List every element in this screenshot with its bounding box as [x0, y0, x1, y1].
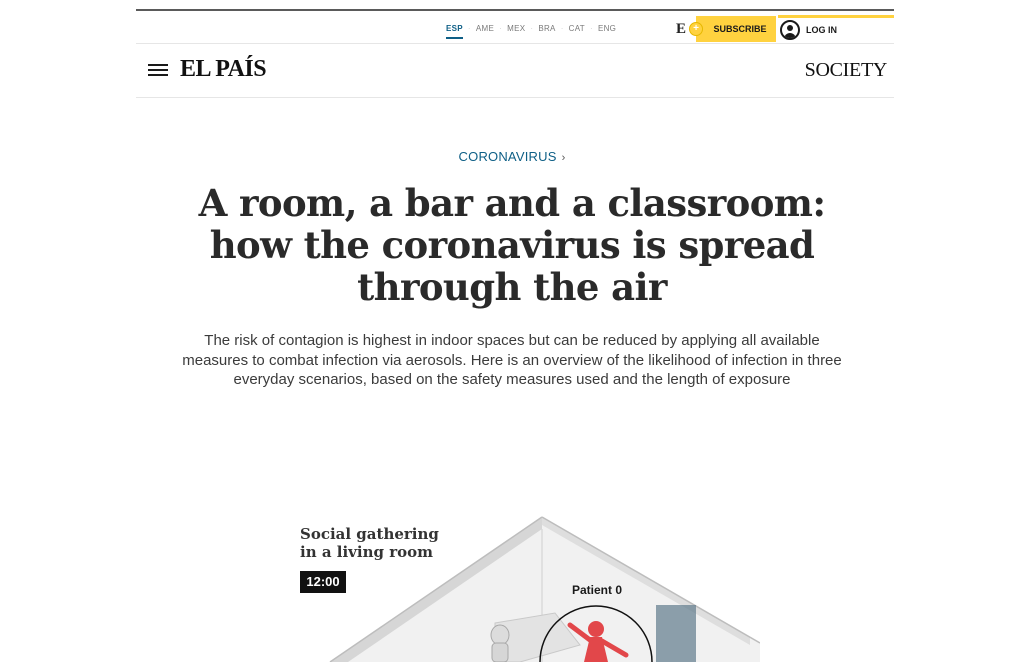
section-title[interactable]: SOCIETY — [804, 59, 887, 81]
edition-eng[interactable]: ENG — [597, 24, 617, 33]
graphic-title — [300, 525, 439, 561]
login-label: LOG IN — [806, 25, 837, 35]
article-standfirst: The risk of contagion is highest in indoor spaces but can be reduced by applying all available measures to combat infection via aerosols. Here is an overview of the likelihood of infection in three everyday scenarios, based on the safety measures used and the length of exposure — [182, 332, 842, 388]
infographic-living-room — [290, 505, 760, 662]
patient-zero-label: Patient 0 — [572, 583, 623, 597]
edition-cat[interactable]: CAT — [568, 24, 585, 33]
login-accent-bar — [778, 15, 894, 18]
top-bar — [136, 11, 894, 45]
e-plus-badge[interactable]: E — [676, 21, 687, 37]
article-kicker — [0, 149, 1024, 164]
edition-selector — [441, 24, 621, 33]
edition-mex[interactable]: MEX — [507, 24, 526, 33]
hamburger-menu-icon[interactable] — [148, 64, 168, 77]
patient-zero-head — [588, 621, 604, 637]
graphic-title-line1: Social gathering — [300, 525, 439, 543]
edition-bra[interactable]: BRA — [538, 24, 556, 33]
edition-separator: · — [467, 24, 471, 33]
edition-esp[interactable]: ESP — [441, 24, 468, 33]
edition-separator: · — [560, 24, 564, 33]
seated-person-grey — [491, 625, 509, 645]
login-button[interactable] — [780, 19, 837, 41]
user-icon — [780, 20, 800, 40]
plus-icon: + — [689, 22, 703, 36]
seated-person-body — [492, 643, 508, 662]
edition-separator: · — [589, 24, 593, 33]
time-badge: 12:00 — [300, 571, 346, 593]
topbar-divider — [136, 43, 894, 44]
article-headline: A room, a bar and a classroom: how the coronavirus is spread through the air — [198, 181, 826, 309]
door — [656, 605, 696, 662]
edition-ame[interactable]: AME — [475, 24, 495, 33]
subscribe-button[interactable]: SUBSCRIBE — [696, 16, 776, 42]
edition-separator: · — [499, 24, 503, 33]
graphic-title-line2: in a living room — [300, 543, 433, 561]
edition-separator: · — [530, 24, 534, 33]
chevron-right-icon: › — [561, 152, 566, 164]
site-logo[interactable]: EL PAÍS — [180, 56, 267, 82]
header-divider — [136, 97, 894, 98]
kicker-link[interactable]: CORONAVIRUS — [458, 149, 557, 164]
